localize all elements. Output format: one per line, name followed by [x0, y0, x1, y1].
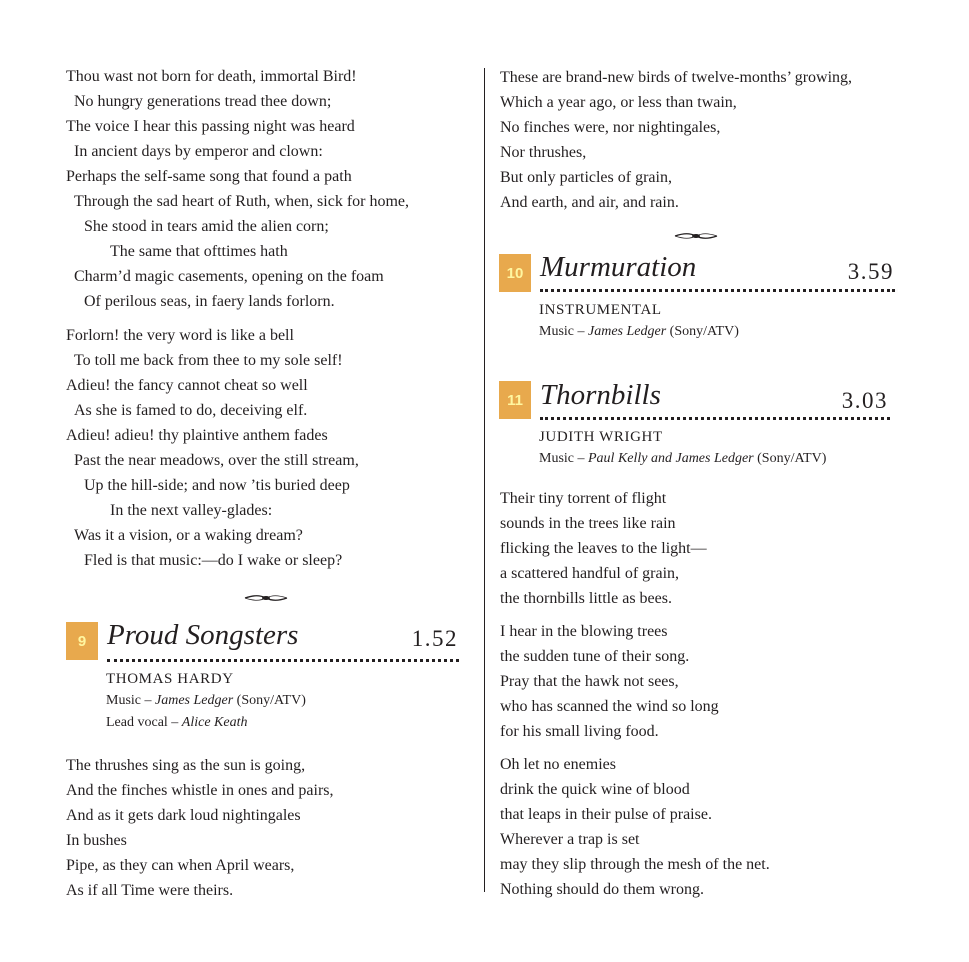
ornament-flourish-icon [244, 593, 288, 603]
vocalist-name: Alice Keath [181, 715, 248, 730]
poem-line: As if all Time were theirs. [66, 882, 234, 899]
poem-line: Of perilous seas, in faery lands forlorn. [84, 293, 335, 310]
poem-line: Forlorn! the very word is like a bell [66, 327, 294, 344]
track-number-badge: 10 [499, 254, 531, 292]
poem-line: flicking the leaves to the light— [500, 540, 707, 557]
track-title: Proud Songsters [107, 619, 299, 651]
music-credit: Music – James Ledger (Sony/ATV) [106, 693, 306, 708]
poem-line: In bushes [66, 832, 127, 849]
track-number-badge: 9 [66, 622, 98, 660]
poem-line: Fled is that music:—do I wake or sleep? [84, 552, 343, 569]
poem-line: may they slip through the mesh of the net. [500, 856, 770, 873]
poem-line: And as it gets dark loud nightingales [66, 807, 301, 824]
poem-line: Their tiny torrent of flight [500, 490, 667, 507]
poem-line: No hungry generations tread thee down; [74, 93, 332, 110]
poem-line: the thornbills little as bees. [500, 590, 672, 607]
poem-line: To toll me back from thee to my sole self! [74, 352, 343, 369]
poem-line: And the finches whistle in ones and pairs, [66, 782, 334, 799]
poem-line: Perhaps the self-same song that found a path [66, 168, 352, 185]
poem-line: Adieu! adieu! thy plaintive anthem fades [66, 427, 328, 444]
poem-line: But only particles of grain, [500, 169, 672, 186]
poem-line: Through the sad heart of Ruth, when, sick for home, [74, 193, 410, 210]
track-credits [539, 426, 826, 470]
poem-line: sounds in the trees like rain [500, 515, 676, 532]
poem-line: Was it a vision, or a waking dream? [74, 527, 303, 544]
poem-line: Thou wast not born for death, immortal Bird! [66, 68, 357, 85]
poem-line: Past the near meadows, over the still stream, [74, 452, 359, 469]
poem-line: the sudden tune of their song. [500, 648, 690, 665]
right-stanza-2 [500, 486, 707, 611]
track-title: Thornbills [540, 379, 661, 411]
track-title: Murmuration [540, 251, 697, 283]
column-divider [484, 68, 485, 892]
dotted-rule [540, 289, 895, 292]
poem-line: These are brand-new birds of twelve-months’ growing, [500, 69, 853, 86]
right-stanza-1 [500, 65, 852, 215]
left-stanza-3 [66, 753, 334, 903]
track-credits [106, 668, 306, 734]
composer-name: Paul Kelly and James Ledger [588, 451, 754, 466]
author-name: JUDITH WRIGHT [539, 429, 663, 445]
poem-line: No finches were, nor nightingales, [500, 119, 721, 136]
poem-line: for his small living food. [500, 723, 659, 740]
poem-line: Up the hill-side; and now ’tis buried deep [84, 477, 350, 494]
poem-line: The same that ofttimes hath [110, 243, 288, 260]
poem-line: a scattered handful of grain, [500, 565, 680, 582]
poem-line: that leaps in their pulse of praise. [500, 806, 712, 823]
poem-line: Charm’d magic casements, opening on the foam [74, 268, 384, 285]
left-stanza-2 [66, 323, 359, 573]
poem-line: She stood in tears amid the alien corn; [84, 218, 329, 235]
track-duration: 3.59 [847, 259, 894, 284]
author-name: THOMAS HARDY [106, 671, 234, 687]
composer-name: James Ledger [155, 693, 234, 708]
track-duration: 3.03 [841, 388, 888, 413]
track-credits [539, 299, 739, 343]
poem-line: who has scanned the wind so long [500, 698, 719, 715]
poem-line: Oh let no enemies [500, 756, 616, 773]
dotted-rule [107, 659, 459, 662]
poem-line: Nothing should do them wrong. [500, 881, 704, 898]
poem-line: Pray that the hawk not sees, [500, 673, 679, 690]
music-credit: Music – Paul Kelly and James Ledger (Sony/ATV) [539, 451, 827, 466]
poem-line: I hear in the blowing trees [500, 623, 668, 640]
right-stanza-4 [500, 752, 770, 902]
composer-name: James Ledger [588, 324, 667, 339]
poem-line: Pipe, as they can when April wears, [66, 857, 295, 874]
poem-line: Adieu! the fancy cannot cheat so well [66, 377, 308, 394]
poem-line: Wherever a trap is set [500, 831, 640, 848]
poem-line: The thrushes sing as the sun is going, [66, 757, 306, 774]
poem-line: Which a year ago, or less than twain, [500, 94, 737, 111]
poem-line: drink the quick wine of blood [500, 781, 690, 798]
poem-line: As she is famed to do, deceiving elf. [74, 402, 308, 419]
right-stanza-3 [500, 619, 719, 744]
vocal-credit: Lead vocal – Alice Keath [106, 715, 248, 730]
poem-line: In ancient days by emperor and clown: [74, 143, 323, 160]
ornament-flourish-icon [674, 231, 718, 241]
dotted-rule [540, 417, 890, 420]
poem-line: The voice I hear this passing night was heard [66, 118, 355, 135]
track-duration: 1.52 [411, 626, 458, 651]
poem-line: Nor thrushes, [500, 144, 587, 161]
poem-line: In the next valley-glades: [110, 502, 273, 519]
author-name: INSTRUMENTAL [539, 302, 662, 318]
poem-line: And earth, and air, and rain. [500, 194, 679, 211]
music-credit: Music – James Ledger (Sony/ATV) [539, 324, 739, 339]
track-number-badge: 11 [499, 381, 531, 419]
left-stanza-1 [66, 64, 409, 314]
